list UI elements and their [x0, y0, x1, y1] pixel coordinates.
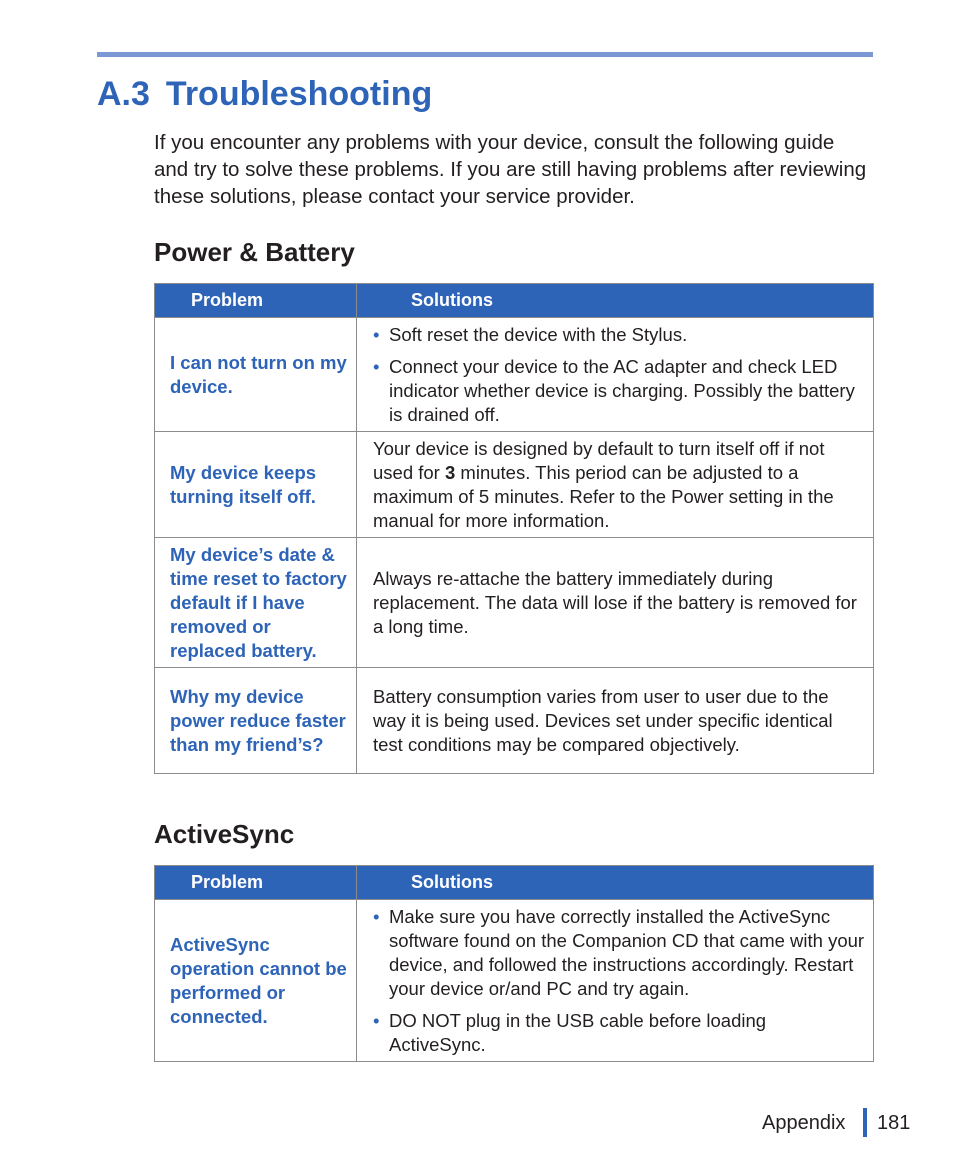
solution-cell: Always re-attache the battery immediately during replacement. The data will lose if the battery is removed for a long time.: [357, 538, 874, 668]
problem-column-header: Problem: [155, 866, 357, 900]
solution-list: [373, 323, 865, 427]
list-item: • Soft reset the device with the Stylus.: [373, 323, 865, 347]
problem-cell: My device’s date & time reset to factory default if I have removed or replaced battery.: [155, 538, 357, 668]
table-row: [155, 432, 874, 538]
solution-text: minutes. This period can be adjusted to a maximum of 5 minutes. Refer to the Power setting in the manual for more information.: [373, 461, 834, 531]
list-item: • Make sure you have correctly installed the ActiveSync software found on the Companion CD that came with your device, and followed the instructions accordingly. Restart your device or/and PC and try again.: [373, 905, 865, 1001]
solution-list: [373, 905, 865, 1057]
table-header-row: [155, 284, 874, 318]
table-row: [155, 668, 874, 774]
problem-cell: My device keeps turning itself off.: [155, 432, 357, 538]
solution-cell: Battery consumption varies from user to user due to the way it is being used. Devices set under specific identical test conditions may be compared objectively.: [357, 668, 874, 774]
problem-cell: Why my device power reduce faster than my friend’s?: [155, 668, 357, 774]
list-item: • Connect your device to the AC adapter and check LED indicator whether device is charging. Possibly the battery is drained off.: [373, 355, 865, 427]
section-number: A.3: [97, 75, 150, 113]
table-row: [155, 538, 874, 668]
section-title: Troubleshooting: [165, 75, 433, 113]
power-battery-table: [154, 283, 874, 774]
footer-section-label: Appendix: [762, 1112, 846, 1134]
activesync-table: [154, 865, 874, 1062]
table-row: [155, 318, 874, 432]
problem-cell: I can not turn on my device.: [155, 318, 357, 432]
footer-divider: [863, 1108, 867, 1137]
solution-cell: [357, 900, 874, 1062]
solutions-column-header: Solutions: [357, 284, 874, 318]
power-battery-heading: Power & Battery: [154, 237, 355, 267]
solution-cell: [357, 432, 874, 538]
solution-emphasis: 3: [445, 461, 456, 483]
top-rule: [97, 52, 873, 57]
problem-column-header: Problem: [155, 284, 357, 318]
problem-cell: ActiveSync operation cannot be performed or connected.: [155, 900, 357, 1062]
solution-text: Your device is designed by default to turn itself off if not used for: [373, 437, 825, 483]
activesync-heading: ActiveSync: [154, 819, 295, 849]
table-header-row: [155, 866, 874, 900]
solutions-column-header: Solutions: [357, 866, 874, 900]
page-number: 181: [877, 1112, 911, 1134]
intro-paragraph: If you encounter any problems with your device, consult the following guide and try to solve these problems. If you are still having problems after reviewing these solutions, please contact your service provider.: [154, 131, 867, 208]
list-item: • DO NOT plug in the USB cable before loading ActiveSync.: [373, 1009, 865, 1057]
page-title: [97, 72, 432, 116]
solution-cell: [357, 318, 874, 432]
table-row: [155, 900, 874, 1062]
